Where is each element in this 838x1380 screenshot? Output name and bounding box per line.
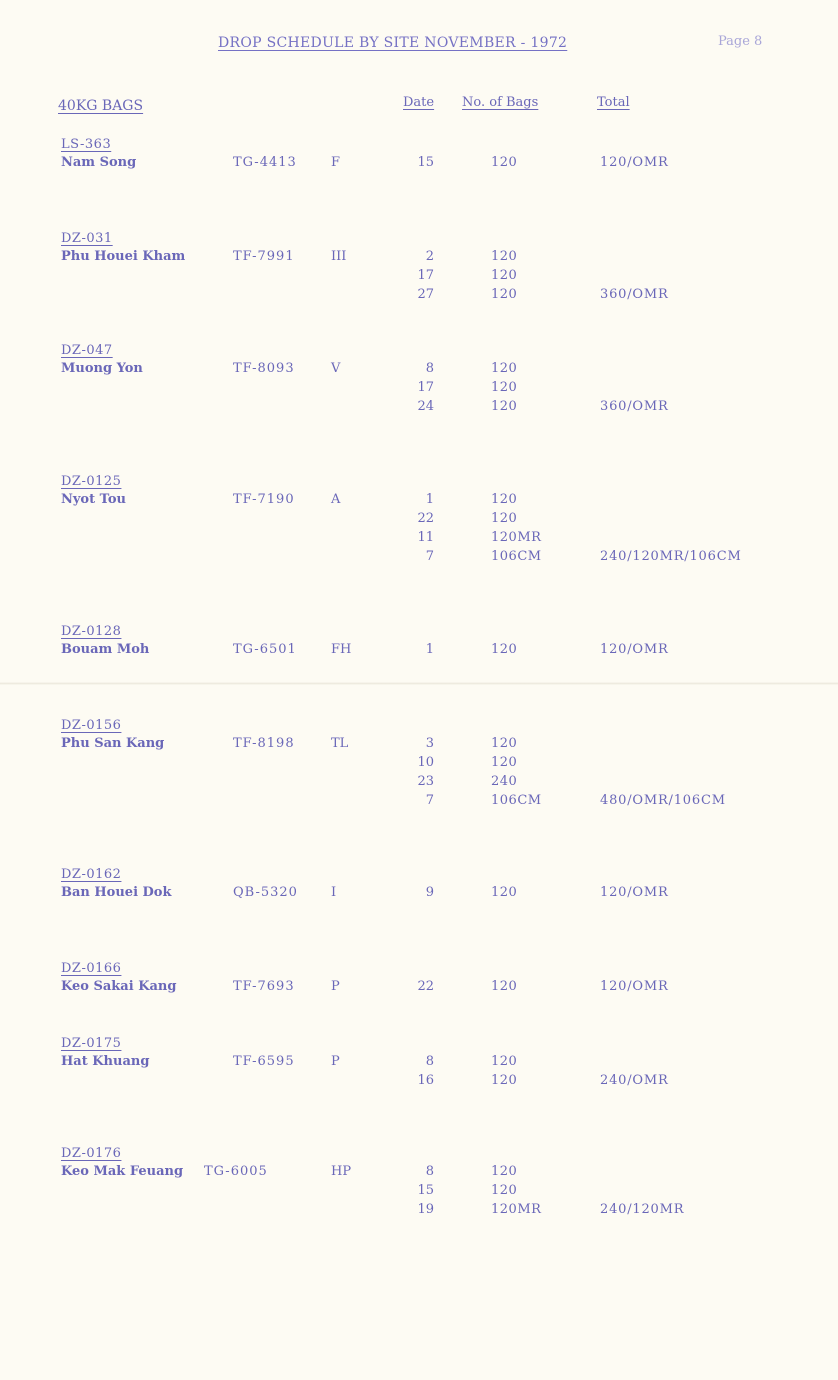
site-name: Keo Mak Feuang (61, 1164, 184, 1179)
site-code: DZ-0128 (61, 624, 122, 639)
bag-count: 240 (491, 774, 518, 789)
bag-count: 120 (491, 755, 518, 770)
grid-reference: TF-6595 (233, 1054, 295, 1069)
grid-reference: TG-4413 (233, 155, 297, 170)
bag-count: 106CM (491, 549, 542, 564)
drop-row (0, 511, 838, 530)
page-number: Page 8 (718, 34, 763, 49)
document-title: DROP SCHEDULE BY SITE NOVEMBER - 1972 (218, 35, 568, 51)
drop-date: 9 (425, 885, 434, 900)
bag-count: 120 (491, 380, 518, 395)
drop-type: HP (331, 1164, 352, 1179)
drop-date: 17 (417, 380, 434, 395)
bag-count: 120 (491, 979, 518, 994)
drop-date: 7 (425, 549, 434, 564)
drop-date: 22 (417, 979, 434, 994)
site-name: Nam Song (61, 155, 137, 170)
drop-date: 17 (417, 268, 434, 283)
bags-count-column-header: No. of Bags (462, 95, 539, 110)
bag-count: 120 (491, 268, 518, 283)
drop-date: 19 (417, 1202, 434, 1217)
drop-date: 16 (417, 1073, 434, 1088)
bag-count: 120 (491, 885, 518, 900)
drop-row (0, 361, 838, 380)
site-name: Muong Yon (61, 361, 143, 376)
site-name: Nyot Tou (61, 492, 126, 507)
site-total: 240/120MR/106CM (600, 549, 742, 564)
drop-row (0, 793, 838, 812)
drop-date: 15 (417, 1183, 434, 1198)
drop-row (0, 492, 838, 511)
site-name: Keo Sakai Kang (61, 979, 177, 994)
bag-count: 106CM (491, 793, 542, 808)
bags-column-header: 40KG BAGS (58, 98, 144, 114)
bag-count: 120 (491, 1073, 518, 1088)
grid-reference: TF-8093 (233, 361, 295, 376)
drop-date: 8 (425, 1054, 434, 1069)
drop-row (0, 549, 838, 568)
drop-date: 10 (417, 755, 434, 770)
grid-reference: TF-7991 (233, 249, 295, 264)
drop-row (0, 1202, 838, 1221)
bag-count: 120 (491, 642, 518, 657)
drop-type: TL (331, 736, 349, 751)
grid-reference: QB-5320 (233, 885, 298, 900)
drop-row (0, 755, 838, 774)
site-code: DZ-0166 (61, 961, 122, 976)
site-code: DZ-0125 (61, 474, 122, 489)
drop-type: III (331, 249, 347, 264)
drop-type: P (331, 1054, 340, 1069)
site-code: DZ-031 (61, 231, 113, 246)
drop-date: 24 (417, 399, 434, 414)
site-name: Ban Houei Dok (61, 885, 172, 900)
drop-row (0, 268, 838, 287)
site-code: DZ-047 (61, 343, 113, 358)
site-name: Hat Khuang (61, 1054, 150, 1069)
drop-date: 15 (417, 155, 434, 170)
drop-row (0, 979, 838, 998)
bag-count: 120 (491, 1183, 518, 1198)
drop-date: 1 (425, 642, 434, 657)
site-total: 360/OMR (600, 287, 669, 302)
drop-row (0, 1183, 838, 1202)
site-code: DZ-0162 (61, 867, 122, 882)
bag-count: 120 (491, 1054, 518, 1069)
bag-count: 120MR (491, 1202, 542, 1217)
drop-row (0, 736, 838, 755)
drop-row (0, 774, 838, 793)
bag-count: 120 (491, 399, 518, 414)
grid-reference: TG-6005 (204, 1164, 268, 1179)
bag-count: 120 (491, 287, 518, 302)
drop-date: 1 (425, 492, 434, 507)
drop-type: F (331, 155, 341, 170)
site-total: 360/OMR (600, 399, 669, 414)
drop-type: A (331, 492, 341, 507)
drop-date: 11 (417, 530, 434, 545)
paper-fold-line (0, 682, 838, 685)
drop-type: V (331, 361, 341, 376)
site-total: 120/OMR (600, 642, 669, 657)
bag-count: 120 (491, 249, 518, 264)
drop-row (0, 530, 838, 549)
site-total: 120/OMR (600, 885, 669, 900)
bag-count: 120 (491, 736, 518, 751)
drop-date: 23 (417, 774, 434, 789)
bag-count: 120 (491, 155, 518, 170)
drop-row (0, 885, 838, 904)
drop-row (0, 287, 838, 306)
site-total: 240/OMR (600, 1073, 669, 1088)
site-code: LS-363 (61, 137, 112, 152)
grid-reference: TF-7190 (233, 492, 295, 507)
drop-date: 3 (425, 736, 434, 751)
drop-date: 2 (425, 249, 434, 264)
site-code: DZ-0175 (61, 1036, 122, 1051)
drop-date: 8 (425, 1164, 434, 1179)
grid-reference: TF-7693 (233, 979, 295, 994)
drop-date: 27 (417, 287, 434, 302)
bag-count: 120 (491, 511, 518, 526)
bag-count: 120MR (491, 530, 542, 545)
site-code: DZ-0176 (61, 1146, 122, 1161)
site-total: 480/OMR/106CM (600, 793, 726, 808)
bag-count: 120 (491, 492, 518, 507)
site-code: DZ-0156 (61, 718, 122, 733)
drop-row (0, 1164, 838, 1183)
drop-row (0, 380, 838, 399)
bag-count: 120 (491, 361, 518, 376)
site-total: 120/OMR (600, 155, 669, 170)
site-name: Phu San Kang (61, 736, 165, 751)
drop-row (0, 399, 838, 418)
site-name: Bouam Moh (61, 642, 150, 657)
total-column-header: Total (597, 95, 630, 110)
drop-row (0, 155, 838, 174)
grid-reference: TG-6501 (233, 642, 297, 657)
drop-date: 7 (425, 793, 434, 808)
grid-reference: TF-8198 (233, 736, 295, 751)
drop-type: P (331, 979, 340, 994)
site-total: 120/OMR (600, 979, 669, 994)
site-name: Phu Houei Kham (61, 249, 186, 264)
drop-row (0, 1073, 838, 1092)
drop-date: 22 (417, 511, 434, 526)
drop-date: 8 (425, 361, 434, 376)
drop-type: I (331, 885, 337, 900)
drop-row (0, 642, 838, 661)
drop-type: FH (331, 642, 352, 657)
drop-row (0, 249, 838, 268)
date-column-header: Date (403, 95, 435, 110)
site-total: 240/120MR (600, 1202, 685, 1217)
bag-count: 120 (491, 1164, 518, 1179)
drop-row (0, 1054, 838, 1073)
